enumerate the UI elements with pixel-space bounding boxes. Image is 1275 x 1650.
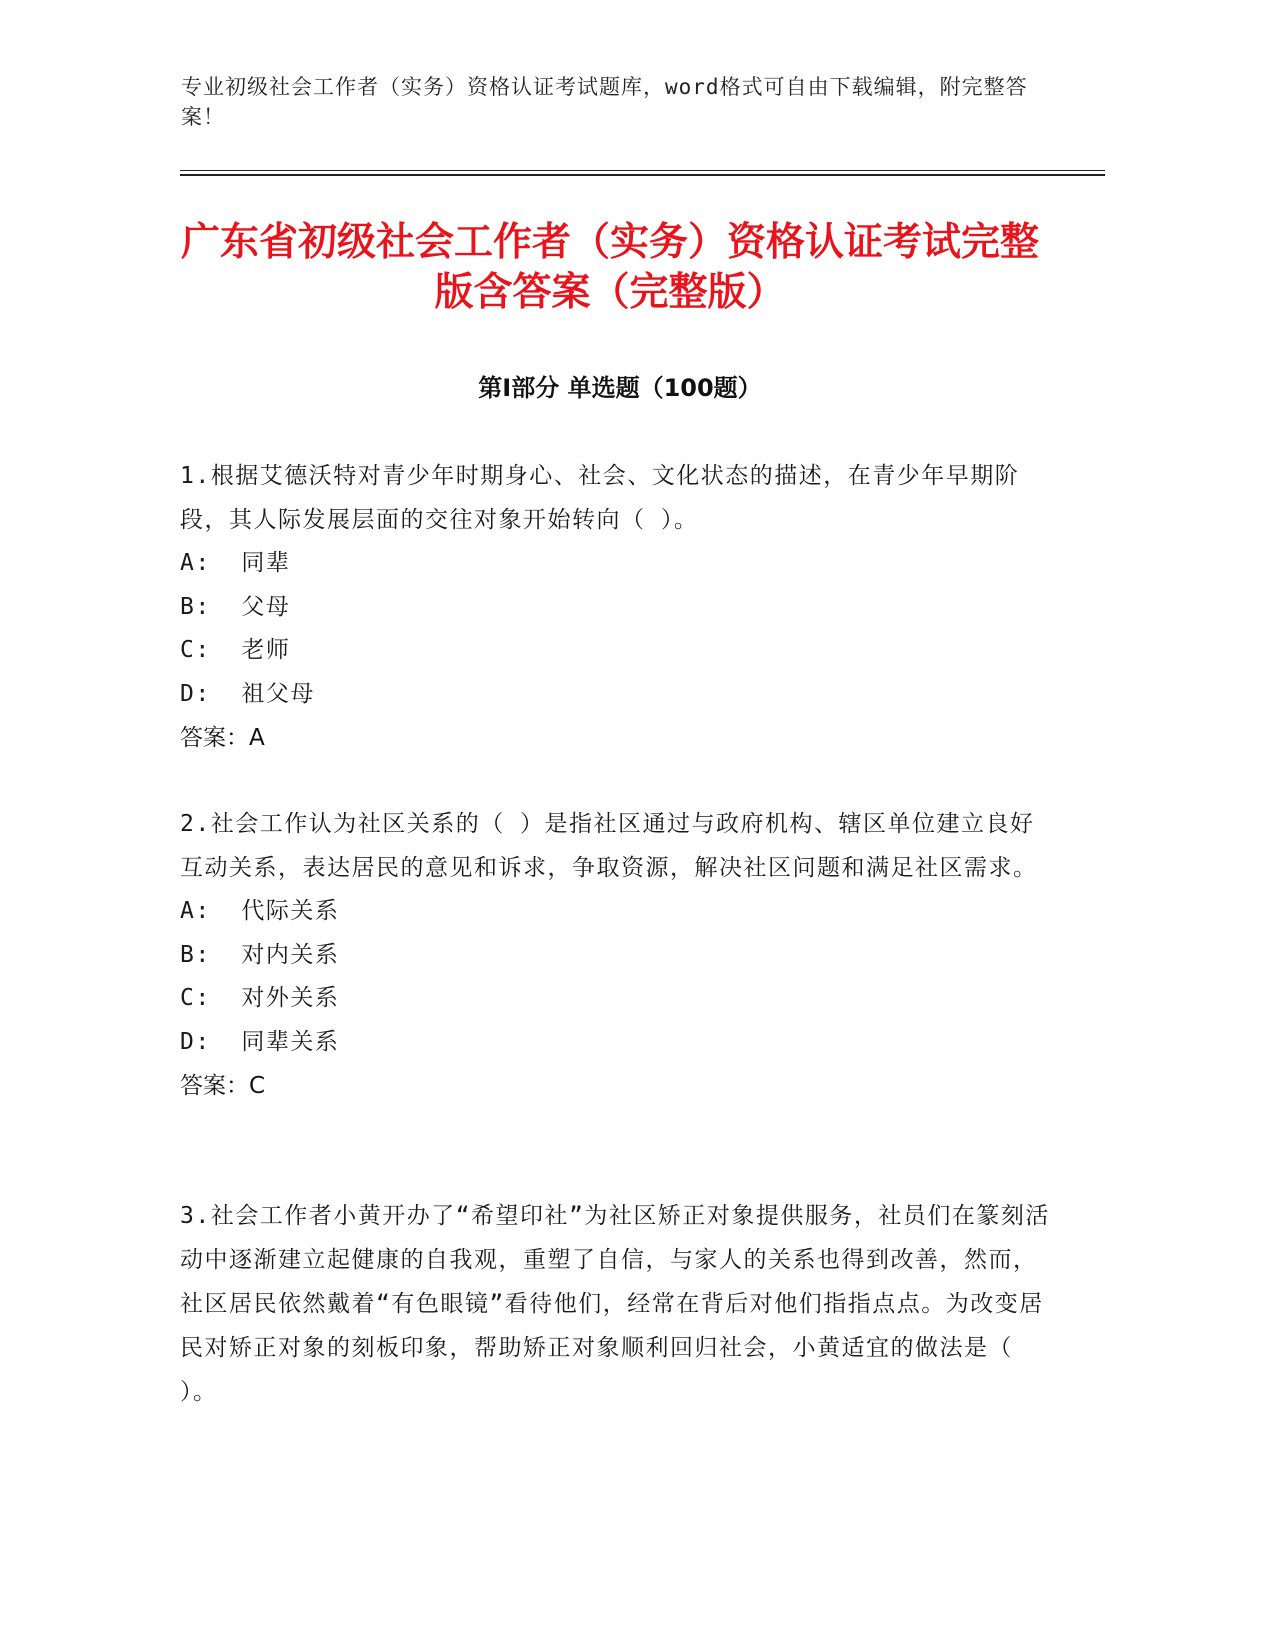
answer-line: 答案：A (180, 725, 265, 751)
question-stem: 2.社会工作认为社区关系的（ ）是指社区通过与政府机构、辖区单位建立良好互动关系，表达居民的意见和诉求，争取资源，解决社区问题和满足社区需求。 (180, 811, 1038, 881)
header-note: 专业初级社会工作者（实务）资格认证考试题库，word格式可自由下载编辑，附完整答案！ (181, 75, 1028, 129)
option-a: A: 同辈 (180, 550, 291, 576)
option-d: D: 祖父母 (180, 680, 315, 707)
answer-line: 答案：C (180, 1073, 266, 1099)
question-stem: 1.根据艾德沃特对青少年时期身心、社会、文化状态的描述，在青少年早期阶段，其人际发展层面的交往对象开始转向（ ）。 (180, 463, 1020, 533)
option-d: D: 同辈关系 (180, 1028, 340, 1055)
option-a: A: 代际关系 (180, 898, 340, 924)
question-1 (180, 454, 1050, 760)
header-divider-thin (180, 170, 1105, 171)
question-2 (180, 802, 1050, 1108)
question-stem: 3.社会工作者小黄开办了“希望印社”为社区矫正对象提供服务，社员们在篆刻活动中逐渐建立起健康的自我观，重塑了自信，与家人的关系也得到改善，然而，社区居民依然戴着“有色眼镜”看待他们，经常在背后对他们指指点点。为改变居民对矫正对象的刻板印象，帮助矫正对象顺利回归社会，小黄适宜的做法是（ ）。 (180, 1203, 1050, 1405)
question-3 (180, 1194, 1050, 1414)
section-heading: 第Ⅰ部分 单选题（100题） (478, 374, 762, 402)
header-divider-thick (180, 174, 1105, 176)
document-title: 广东省初级社会工作者（实务）资格认证考试完整版含答案（完整版） (180, 220, 1039, 315)
option-b: B: 父母 (180, 593, 291, 620)
option-c: C: 对外关系 (180, 985, 340, 1011)
option-b: B: 对内关系 (180, 941, 340, 968)
option-c: C: 老师 (180, 637, 291, 663)
